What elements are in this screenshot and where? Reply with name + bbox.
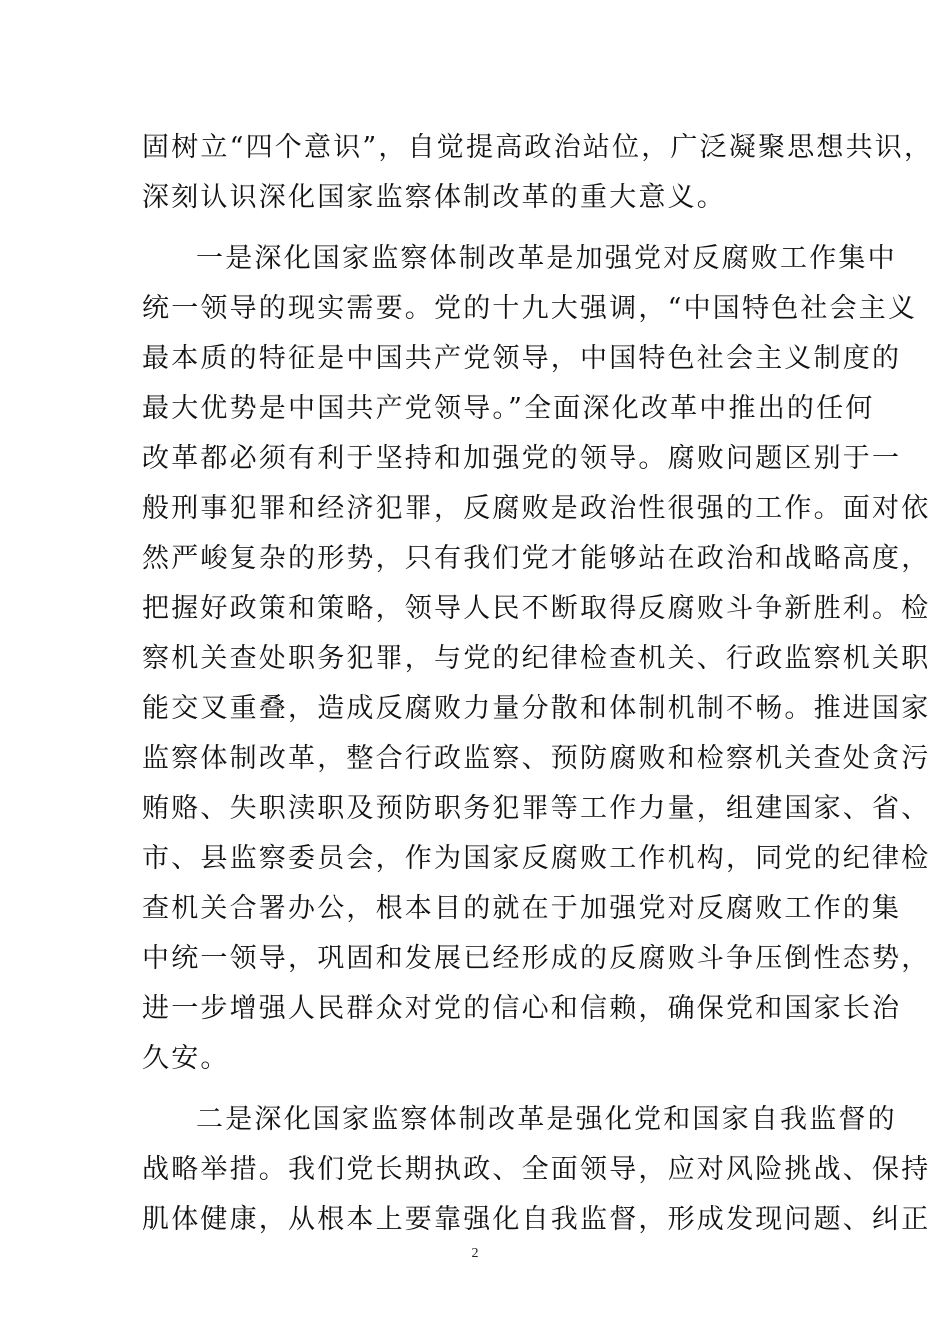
text-line: 统一领导的现实需要。党的十九大强调，“中国特色社会主义	[142, 293, 918, 324]
text-line: 把握好政策和策略，领导人民不断取得反腐败斗争新胜利。检	[142, 593, 931, 624]
text-line: 能交叉重叠，造成反腐败力量分散和体制机制不畅。推进国家	[142, 693, 931, 724]
text-line: 市、县监察委员会，作为国家反腐败工作机构，同党的纪律检	[142, 843, 931, 874]
text-line: 固树立“四个意识”，自觉提高政治站位，广泛凝聚思想共识，	[142, 132, 934, 163]
text-line: 深刻认识深化国家监察体制改革的重大意义。	[142, 182, 726, 213]
text-line: 察机关查处职务犯罪，与党的纪律检查机关、行政监察机关职	[142, 643, 931, 674]
text-line: 久安。	[142, 1043, 230, 1074]
text-line: 然严峻复杂的形势，只有我们党才能够站在政治和战略高度，	[142, 543, 931, 574]
paragraph-heading-line: 一是深化国家监察体制改革是加强党对反腐败工作集中	[196, 243, 897, 274]
text-line: 改革都必须有利于坚持和加强党的领导。腐败问题区别于一	[142, 443, 902, 474]
text-line: 中统一领导，巩固和发展已经形成的反腐败斗争压倒性态势，	[142, 943, 931, 974]
text-line: 般刑事犯罪和经济犯罪，反腐败是政治性很强的工作。面对依	[142, 493, 931, 524]
paragraph-heading-line: 二是深化国家监察体制改革是强化党和国家自我监督的	[196, 1104, 897, 1135]
text-line: 监察体制改革，整合行政监察、预防腐败和检察机关查处贪污	[142, 743, 931, 774]
text-line: 查机关合署办公，根本目的就在于加强党对反腐败工作的集	[142, 893, 902, 924]
text-line: 战略举措。我们党长期执政、全面领导，应对风险挑战、保持	[142, 1154, 931, 1185]
text-line: 进一步增强人民群众对党的信心和信赖，确保党和国家长治	[142, 993, 902, 1024]
text-line: 最大优势是中国共产党领导。”全面深化改革中推出的任何	[142, 393, 875, 424]
text-line: 肌体健康，从根本上要靠强化自我监督，形成发现问题、纠正	[142, 1204, 931, 1235]
page-number: 2	[471, 1246, 479, 1261]
text-line: 贿赂、失职渎职及预防职务犯罪等工作力量，组建国家、省、	[142, 793, 931, 824]
text-line: 最本质的特征是中国共产党领导，中国特色社会主义制度的	[142, 343, 902, 374]
